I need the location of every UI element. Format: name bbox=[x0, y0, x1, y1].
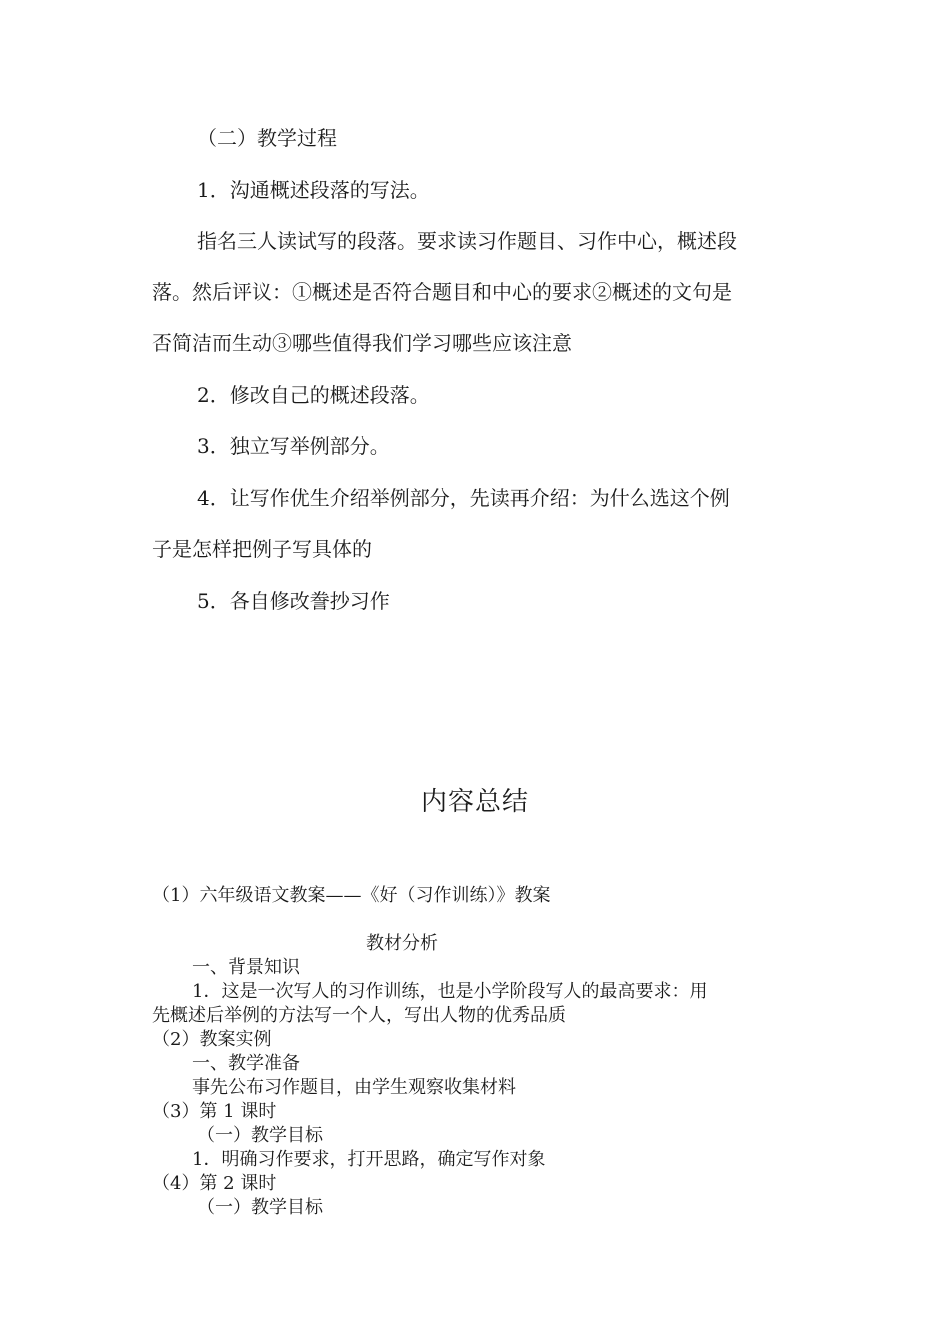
summary-item-1-b-line-1: 1．这是一次写人的习作训练，也是小学阶段写人的最高要求：用 bbox=[192, 981, 708, 1002]
summary-item-3-b: 1．明确习作要求，打开思路，确定写作对象 bbox=[192, 1149, 546, 1170]
step-1: 1．沟通概述段落的写法。 bbox=[197, 178, 430, 202]
summary-item-4-a: （一）教学目标 bbox=[197, 1197, 323, 1218]
summary-item-1-subtitle: 教材分析 bbox=[366, 933, 438, 954]
summary-item-3: （3）第 1 课时 bbox=[152, 1101, 277, 1122]
summary-title: 内容总结 bbox=[420, 787, 529, 817]
step-4-line-2: 子是怎样把例子写具体的 bbox=[152, 537, 372, 561]
summary-item-2-b: 事先公布习作题目，由学生观察收集材料 bbox=[192, 1077, 516, 1098]
paragraph-1-line-3: 否简洁而生动③哪些值得我们学习哪些应该注意 bbox=[152, 331, 572, 355]
step-3: 3．独立写举例部分。 bbox=[197, 434, 390, 458]
summary-item-3-a: （一）教学目标 bbox=[197, 1125, 323, 1146]
paragraph-1-line-2: 落。然后评议：①概述是否符合题目和中心的要求②概述的文句是 bbox=[152, 280, 732, 304]
summary-item-2-a: 一、教学准备 bbox=[192, 1053, 300, 1074]
summary-item-1-a: 一、背景知识 bbox=[192, 957, 300, 978]
step-4-line-1: 4．让写作优生介绍举例部分，先读再介绍：为什么选这个例 bbox=[197, 486, 730, 510]
summary-item-1: （1）六年级语文教案——《好（习作训练）》教案 bbox=[152, 885, 551, 906]
summary-item-4: （4）第 2 课时 bbox=[152, 1173, 277, 1194]
paragraph-1-line-1: 指名三人读试写的段落。要求读习作题目、习作中心，概述段 bbox=[197, 229, 737, 253]
summary-item-1-b-line-2: 先概述后举例的方法写一个人，写出人物的优秀品质 bbox=[152, 1005, 566, 1026]
process-heading: （二）教学过程 bbox=[197, 126, 337, 150]
step-2: 2．修改自己的概述段落。 bbox=[197, 383, 430, 407]
step-5: 5．各自修改誊抄习作 bbox=[197, 589, 390, 613]
summary-item-2: （2）教案实例 bbox=[152, 1029, 272, 1050]
